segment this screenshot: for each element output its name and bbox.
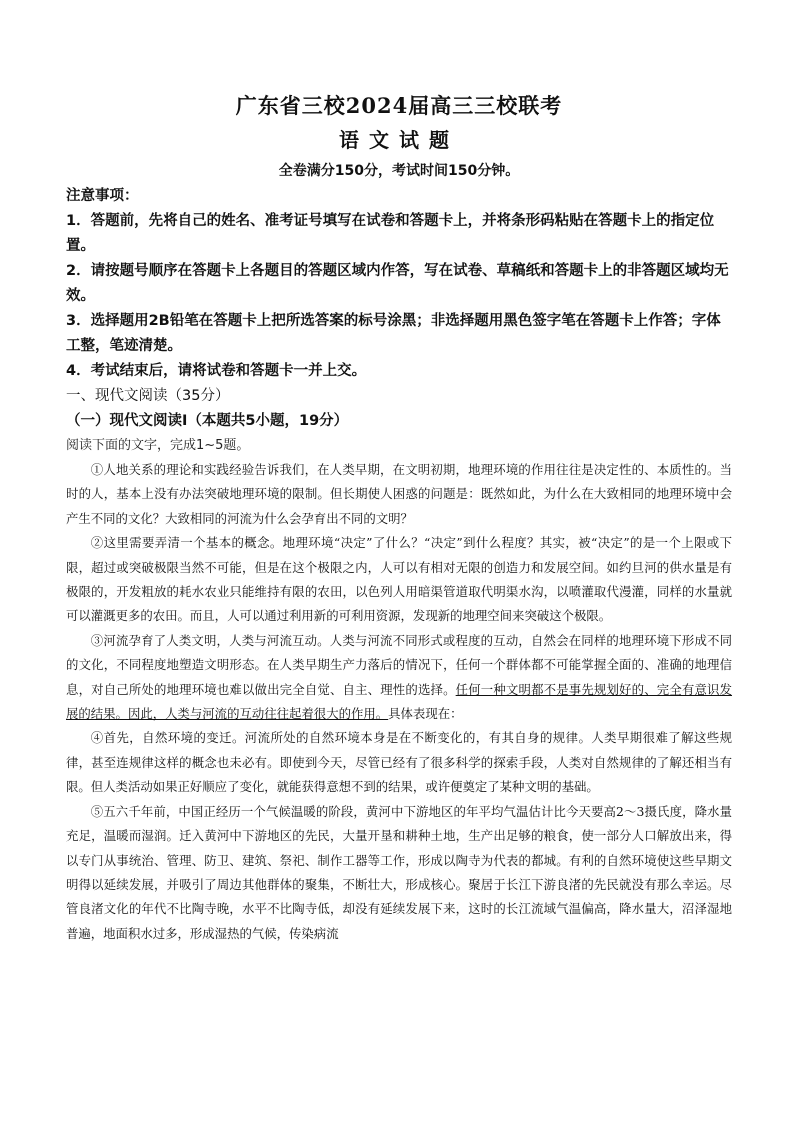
section-heading: 一、现代文阅读（35分） [66, 388, 230, 404]
passage-paragraph: ②这里需要弄清一个基本的概念。地理环境“决定”了什么？“决定”到什么程度？其实，被“决定”的是一个上限或下限，超过或突破极限当然不可能，但是在这个极限之内，人可以有相对无限的创造力和发展空间。如约旦河的供水量是有极限的，开发粗放的耗水农业只能维持有限的农田，以色列人用暗渠管道取代明渠水沟，以喷灌取代漫灌，同样的水量就可以灌溉更多的农田。而且，人可以通过利用新的可利用资源，发现新的地理空间来突破这个极限。 [66, 535, 732, 624]
paragraph-text: 具体表现在： [388, 706, 463, 722]
notes-heading: 注意事项： [66, 188, 139, 204]
note-item: 2．请按题号顺序在答题卡上各题目的答题区域内作答，写在试卷、草稿纸和答题卡上的非答题区域均无效。 [66, 263, 729, 304]
reading-passage [66, 458, 732, 946]
notes-block [66, 184, 732, 384]
passage-paragraph: ⑤五六千年前，中国正经历一个气候温暖的阶段，黄河中下游地区的年平均气温估计比今天要高2～3摄氏度，降水量充足，温暖而湿润。迁入黄河中下游地区的先民，大量开垦和耕种土地，生产出足够的粮食，使一部分人口解放出来，得以专门从事统治、管理、防卫、建筑、祭祀、制作工器等工作，形成以陶寺为代表的都城。有利的自然环境使这些早期文明得以延续发展，并吸引了周边其他群体的聚集，不断壮大，形成核心。聚居于长江下游良渚的先民就没有那么幸运。尽管良渚文化的年代不比陶寺晚，水平不比陶寺低，却没有延续发展下来，这时的长江流域气温偏高，降水量大，沼泽湿地普遍，地面积水过多，形成湿热的气候，传染病流 [66, 803, 732, 941]
note-item: 4．考试结束后，请将试卷和答题卡一并上交。 [66, 363, 367, 379]
note-item: 3．选择题用2B铅笔在答题卡上把所选答案的标号涂黑；非选择题用黑色签字笔在答题卡上作答；字体工整，笔迹清楚。 [66, 313, 721, 354]
passage-paragraph: ①人地关系的理论和实践经验告诉我们，在人类早期，在文明初期，地理环境的作用往往是决定性的、本质性的。当时的人，基本上没有办法突破地理环境的限制。但长期使人困惑的问题是：既然如此，为什么在大致相同的地理环境中会产生不同的文化？大致相同的河流为什么会孕育出不同的文明？ [66, 462, 732, 526]
reading-instruction: 阅读下面的文字，完成1~5题。 [66, 438, 250, 453]
note-item: 1．答题前，先将自己的姓名、准考证号填写在试卷和答题卡上，并将条形码粘贴在答题卡上的指定位置。 [66, 213, 715, 254]
exam-title: 广东省三校2024届高三三校联考 [235, 93, 563, 118]
underlined-sentence: 任何一种文明都不是事先规划好的、完全有意识发展的结果。因此，人类与河流的互动往往起着很大的作用。 [66, 681, 733, 722]
subsection-heading: （一）现代文阅读Ⅰ（本题共5小题，19分） [66, 413, 349, 429]
score-time-line: 全卷满分150分，考试时间150分钟。 [278, 163, 520, 179]
exam-subtitle: 语文试题 [339, 128, 459, 152]
paragraph-text: ③河流孕育了人类文明，人类与河流互动。人类与河流不同形式或程度的互动，自然会在同样的地理环境下形成不同的文化，不同程度地塑造文明形态。在人类早期生产力落后的情况下，任何一个群体都不可能掌握全面的、准确的地理信息，对自己所处的地理环境也难以做出完全自觉、自主、理性的选择。 [66, 632, 732, 697]
passage-paragraph [66, 629, 732, 727]
passage-paragraph: ④首先，自然环境的变迁。河流所处的自然环境本身是在不断变化的，有其自身的规律。人类早期很难了解这些规律，甚至连规律这样的概念也未必有。即使到今天，尽管已经有了很多科学的探索手段，人类对自然规律的了解还相当有限。但人类活动如果正好顺应了变化，就能获得意想不到的结果，或许便奠定了某种文明的基础。 [66, 730, 732, 795]
